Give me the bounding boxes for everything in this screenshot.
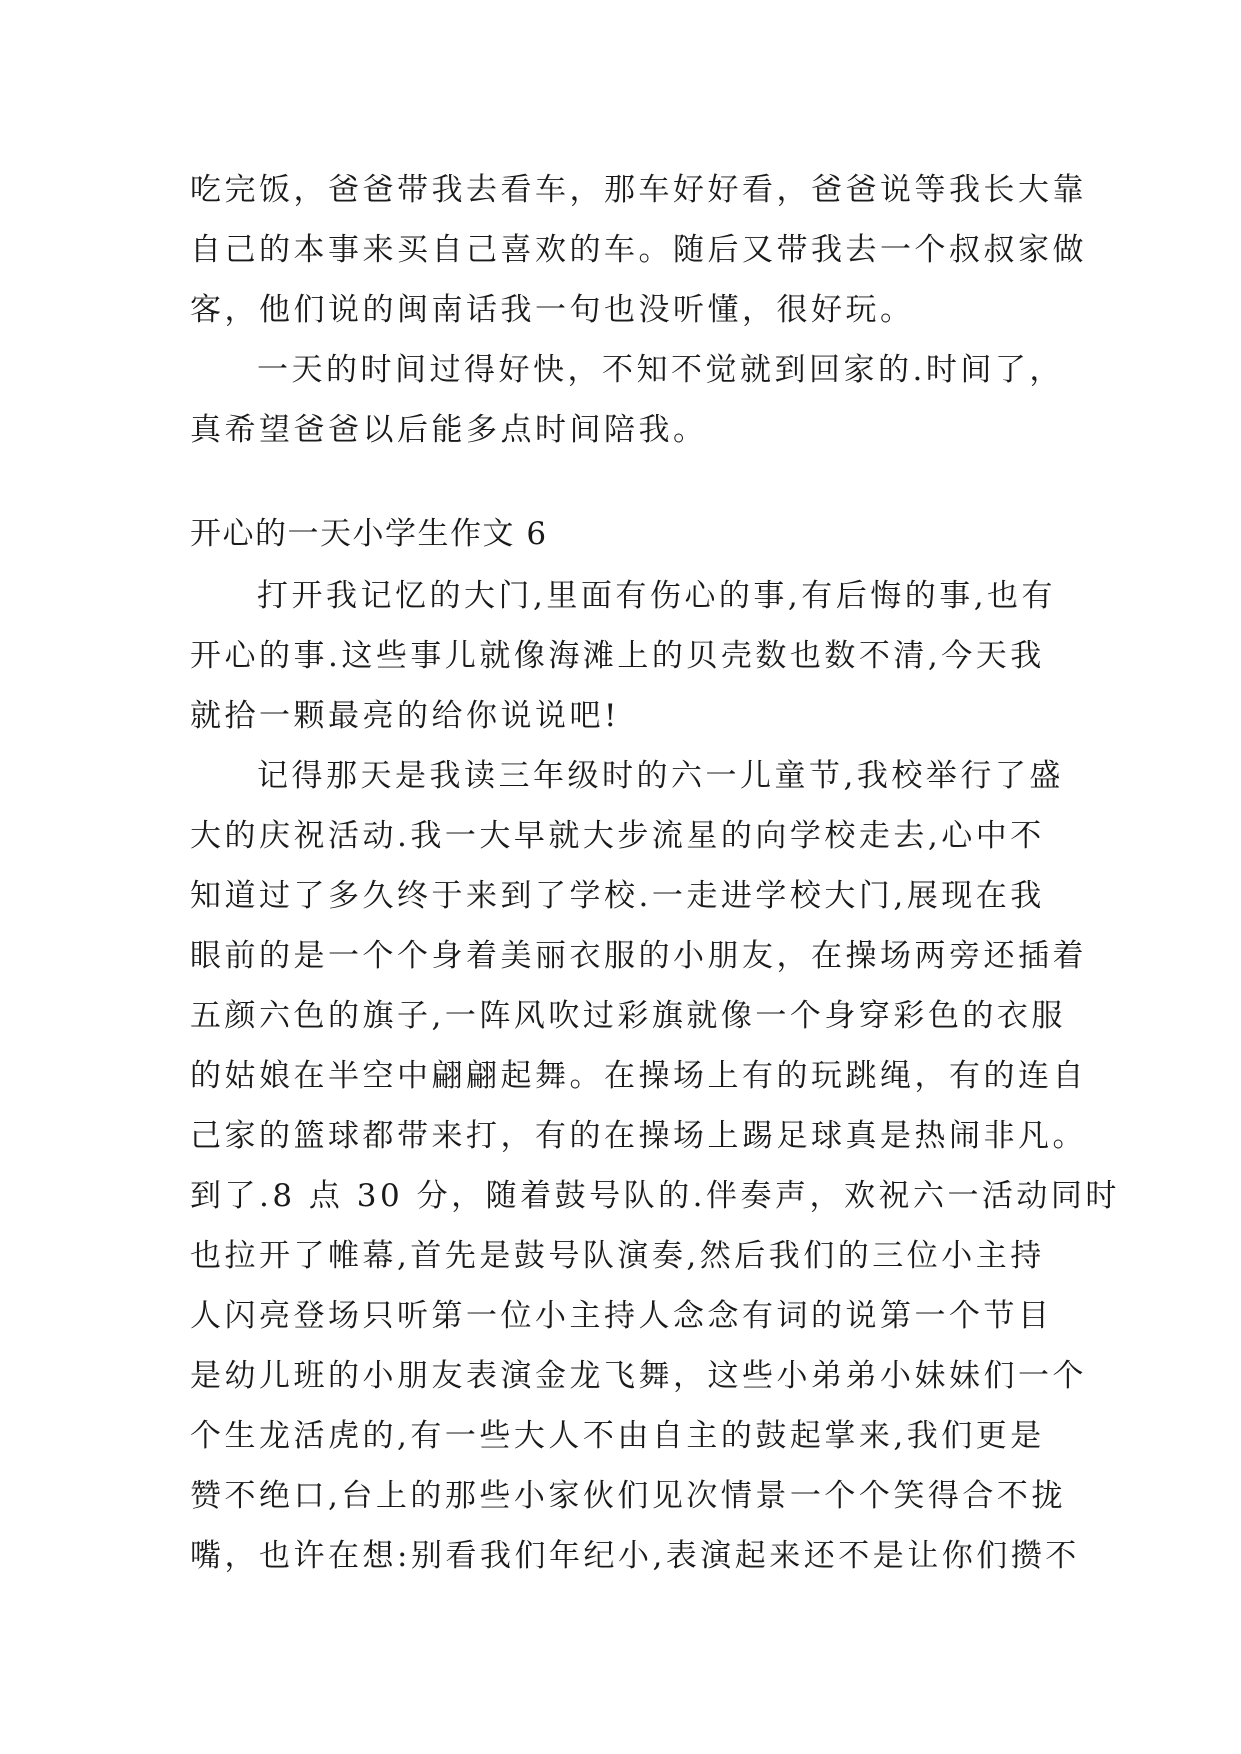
paragraph-line: 真希望爸爸以后能多点时间陪我。	[190, 412, 708, 448]
paragraph-line: 吃完饭，爸爸带我去看车，那车好好看，爸爸说等我长大靠	[190, 172, 1087, 208]
paragraph-line: 嘴，也许在想:别看我们年纪小,表演起来还不是让你们攒不	[190, 1538, 1080, 1574]
paragraph-line: 开心的事.这些事儿就像海滩上的贝壳数也数不清,今天我	[190, 638, 1045, 674]
paragraph-line: 也拉开了帷幕,首先是鼓号队演奏,然后我们的三位小主持	[190, 1238, 1045, 1274]
paragraph-line: 赞不绝口,台上的那些小家伙们见次情景一个个笑得合不拢	[190, 1478, 1066, 1514]
paragraph-line: 己家的篮球都带来打，有的在操场上踢足球真是热闹非凡。	[190, 1118, 1087, 1154]
paragraph-line: 大的庆祝活动.我一大早就大步流星的向学校走去,心中不	[190, 818, 1045, 854]
paragraph-line: 客，他们说的闽南话我一句也没听懂，很好玩。	[190, 292, 915, 328]
paragraph-line: 一天的时间过得好快，不知不觉就到回家的.时间了，	[257, 352, 1064, 388]
paragraph-line: 五颜六色的旗子,一阵风吹过彩旗就像一个身穿彩色的衣服	[190, 998, 1066, 1034]
paragraph-line: 就拾一颗最亮的给你说说吧!	[190, 698, 620, 734]
paragraph-line: 自己的本事来买自己喜欢的车。随后又带我去一个叔叔家做	[190, 232, 1087, 268]
paragraph-line: 知道过了多久终于来到了学校.一走进学校大门,展现在我	[190, 878, 1045, 914]
paragraph-line: 眼前的是一个个身着美丽衣服的小朋友，在操场两旁还插着	[190, 938, 1087, 974]
essay-title: 开心的一天小学生作文 6	[190, 516, 548, 552]
paragraph-line: 到了.8 点 30 分，随着鼓号队的.伴奏声，欢祝六一活动同时	[190, 1178, 1120, 1214]
paragraph-line: 记得那天是我读三年级时的六一儿童节,我校举行了盛	[257, 758, 1064, 794]
paragraph-line: 人闪亮登场只听第一位小主持人念念有词的说第一个节目	[190, 1298, 1053, 1334]
paragraph-line: 打开我记忆的大门,里面有伤心的事,有后悔的事,也有	[257, 578, 1057, 614]
paragraph-line: 是幼儿班的小朋友表演金龙飞舞，这些小弟弟小妹妹们一个	[190, 1358, 1087, 1394]
paragraph-line: 的姑娘在半空中翩翩起舞。在操场上有的玩跳绳，有的连自	[190, 1058, 1087, 1094]
paragraph-line: 个生龙活虎的,有一些大人不由自主的鼓起掌来,我们更是	[190, 1418, 1045, 1454]
